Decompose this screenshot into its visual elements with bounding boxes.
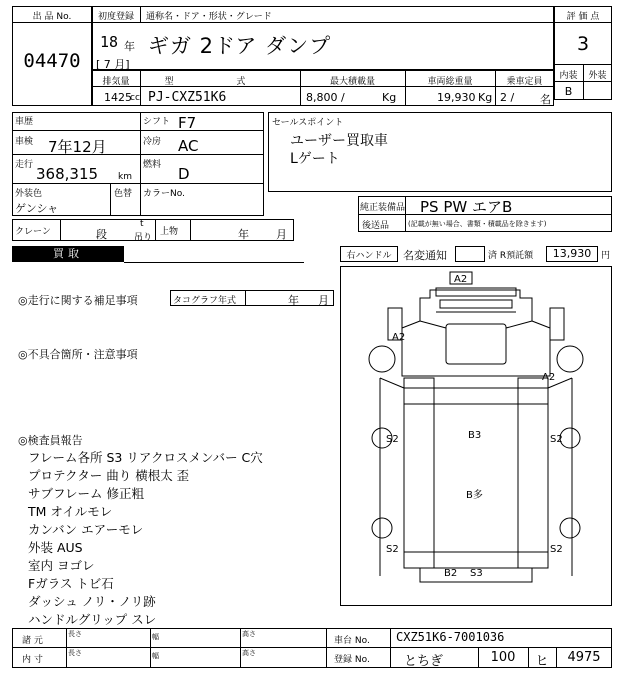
reg-area: とちぎ bbox=[404, 654, 444, 669]
truck-diagram bbox=[340, 266, 612, 606]
cab-outline bbox=[402, 290, 550, 376]
capacity-unit: 名 bbox=[540, 93, 551, 106]
inspector-title: ◎検査員報告 bbox=[18, 434, 83, 447]
score-label: 評 価 点 bbox=[566, 12, 600, 22]
reg-no-label: 登録 No. bbox=[334, 655, 370, 665]
history-label: 車歴 bbox=[15, 117, 34, 127]
report-line: プロテクター 曲り 横根太 歪 bbox=[28, 468, 190, 483]
title-notice-label: 名変通知 bbox=[403, 249, 447, 262]
lot-label: 出 品 No. bbox=[32, 12, 72, 22]
inspection-label: 車検 bbox=[15, 137, 34, 147]
sales-line2: Lゲート bbox=[290, 151, 340, 167]
rhd-label: 右ハンドル bbox=[346, 251, 392, 261]
color-no-label: カラーNo. bbox=[143, 189, 185, 199]
damage-mark: A2 bbox=[542, 372, 556, 383]
name-label: 通称名・ドア・形状・グレード bbox=[146, 12, 272, 22]
sales-line1: ユーザー買取車 bbox=[290, 133, 388, 149]
shift-value: F7 bbox=[178, 114, 197, 132]
capacity-value: 2 / bbox=[500, 91, 515, 104]
sales-label: セールスポイント bbox=[272, 118, 344, 128]
capacity-label: 乗車定員 bbox=[506, 77, 543, 87]
load-value: 8,800 / bbox=[306, 91, 345, 104]
purchase-bar: 買取 bbox=[12, 246, 124, 262]
damage-mark: S2 bbox=[386, 544, 399, 555]
km-unit: km bbox=[118, 172, 132, 182]
wheel-front-left bbox=[369, 346, 395, 372]
report-line: Fガラス トビ石 bbox=[28, 576, 114, 591]
hoist-label: 上物 bbox=[160, 227, 179, 237]
damage-mark: A2 bbox=[454, 274, 468, 285]
load-label: 最大積載量 bbox=[329, 77, 375, 87]
damage-mark: S2 bbox=[386, 434, 399, 445]
damage-mark: A2 bbox=[392, 332, 406, 343]
exterior-label: 外装 bbox=[588, 71, 607, 81]
interior-grade: B bbox=[564, 85, 573, 98]
yen-unit: 円 bbox=[601, 251, 611, 261]
displacement-value: 1425 bbox=[104, 91, 132, 104]
report-line: サブフレーム 修正粗 bbox=[28, 486, 144, 501]
displacement-label: 排気量 bbox=[102, 77, 130, 87]
damage-mark: B2 bbox=[444, 568, 458, 579]
recycle-value: 13,930 bbox=[552, 247, 592, 260]
damage-mark: S3 bbox=[470, 568, 483, 579]
hoist-year: 年 bbox=[238, 228, 249, 241]
gross-label: 車両総重量 bbox=[427, 77, 473, 87]
ac-label: 冷房 bbox=[143, 137, 162, 147]
inner-width-label: 幅 bbox=[152, 652, 159, 660]
cargo-label: 諸 元 bbox=[22, 636, 43, 646]
tachograph-year: 年 bbox=[288, 294, 299, 307]
fuel-value: D bbox=[178, 165, 190, 183]
car-name: ギガ 2ドア ダンプ bbox=[148, 34, 332, 58]
report-line: 外装 AUS bbox=[28, 540, 83, 555]
crane-lift: 吊り bbox=[134, 233, 153, 243]
interior-label: 内装 bbox=[559, 71, 578, 81]
cc-unit: cc bbox=[130, 93, 140, 103]
damage-mark: B3 bbox=[468, 430, 482, 441]
damage-mark: S2 bbox=[550, 434, 563, 445]
reg-number: 4975 bbox=[567, 650, 601, 665]
recycle-label: 済 R預託額 bbox=[488, 251, 534, 261]
damage-mark: S2 bbox=[550, 544, 563, 555]
reg-year-unit: 年 bbox=[124, 40, 135, 53]
crane-box bbox=[12, 219, 294, 241]
crane-tons: t bbox=[140, 219, 144, 229]
after-label: 後送品 bbox=[362, 221, 390, 231]
cargo-height-label: 高さ bbox=[242, 630, 256, 638]
defects-title: ◎不具合箇所・注意事項 bbox=[18, 348, 138, 361]
grille bbox=[440, 300, 512, 308]
load-unit: Kg bbox=[382, 91, 397, 104]
model-label: 型 式 bbox=[164, 77, 276, 87]
inner-length-label: 長さ bbox=[68, 649, 82, 657]
crane-label: クレーン bbox=[15, 227, 51, 237]
reg-kana: ヒ bbox=[535, 654, 549, 669]
chassis-label: 車台 No. bbox=[334, 636, 370, 646]
chassis-number: CXZ51K6-7001036 bbox=[396, 630, 505, 644]
title-notice-check bbox=[455, 246, 485, 262]
hoist-month: 月 bbox=[276, 228, 287, 241]
gross-unit: Kg bbox=[478, 91, 493, 104]
inspection-value: 7年12月 bbox=[48, 138, 107, 156]
windshield bbox=[446, 324, 506, 364]
gross-value: 19,930 bbox=[437, 91, 476, 104]
tachograph-month: 月 bbox=[318, 294, 329, 307]
after-note: (記載が無い場合、書類・積載品を除きます) bbox=[408, 220, 547, 228]
reg-year: 18 bbox=[100, 33, 119, 51]
wheel-front-right bbox=[557, 346, 583, 372]
ac-value: AC bbox=[178, 137, 199, 155]
wheel-rear-right bbox=[560, 428, 580, 448]
mileage-label: 走行 bbox=[15, 160, 34, 170]
inspector-report bbox=[28, 448, 328, 628]
model-value: PJ-CXZ51K6 bbox=[148, 90, 227, 105]
reg-label: 初度登録 bbox=[97, 12, 134, 22]
lot-number: 04470 bbox=[23, 50, 81, 72]
cargo-length-label: 長さ bbox=[68, 630, 82, 638]
reg-month: [ 7 月] bbox=[96, 58, 130, 71]
shift-label: シフト bbox=[143, 117, 171, 127]
report-line: フレーム各所 S3 リアクロスメンバー C穴 bbox=[28, 450, 263, 465]
bumper bbox=[436, 288, 516, 296]
driving-title: ◎走行に関する補足事項 bbox=[18, 294, 138, 307]
report-line: ハンドルグリップ スレ bbox=[28, 612, 157, 627]
color-value: ゲンシャ bbox=[15, 202, 59, 215]
inner-height-label: 高さ bbox=[242, 649, 256, 657]
cargo-width-label: 幅 bbox=[152, 633, 159, 641]
color-label: 外装色 bbox=[15, 189, 43, 199]
report-line: ダッシュ ノリ・ノリ跡 bbox=[28, 594, 156, 609]
std-equipment-label: 純正装備品 bbox=[360, 203, 406, 213]
mileage-value: 368,315 bbox=[36, 165, 99, 183]
reg-class: 100 bbox=[490, 650, 516, 665]
report-line: 室内 ヨゴレ bbox=[28, 558, 95, 573]
report-line: カンバン エアーモレ bbox=[28, 522, 144, 537]
crane-stage: 段 bbox=[96, 228, 107, 241]
report-line: TM オイルモレ bbox=[28, 504, 113, 519]
dump-bed bbox=[404, 388, 548, 568]
damage-mark: B多 bbox=[466, 490, 483, 501]
inner-label: 内 寸 bbox=[22, 655, 43, 665]
fuel-label: 燃料 bbox=[143, 160, 162, 170]
color-swatch-label: 色替 bbox=[114, 189, 133, 199]
std-equipment-value: PS PW エアB bbox=[420, 198, 513, 216]
score-value: 3 bbox=[576, 33, 590, 55]
tachograph-label: タコグラフ年式 bbox=[173, 296, 237, 306]
